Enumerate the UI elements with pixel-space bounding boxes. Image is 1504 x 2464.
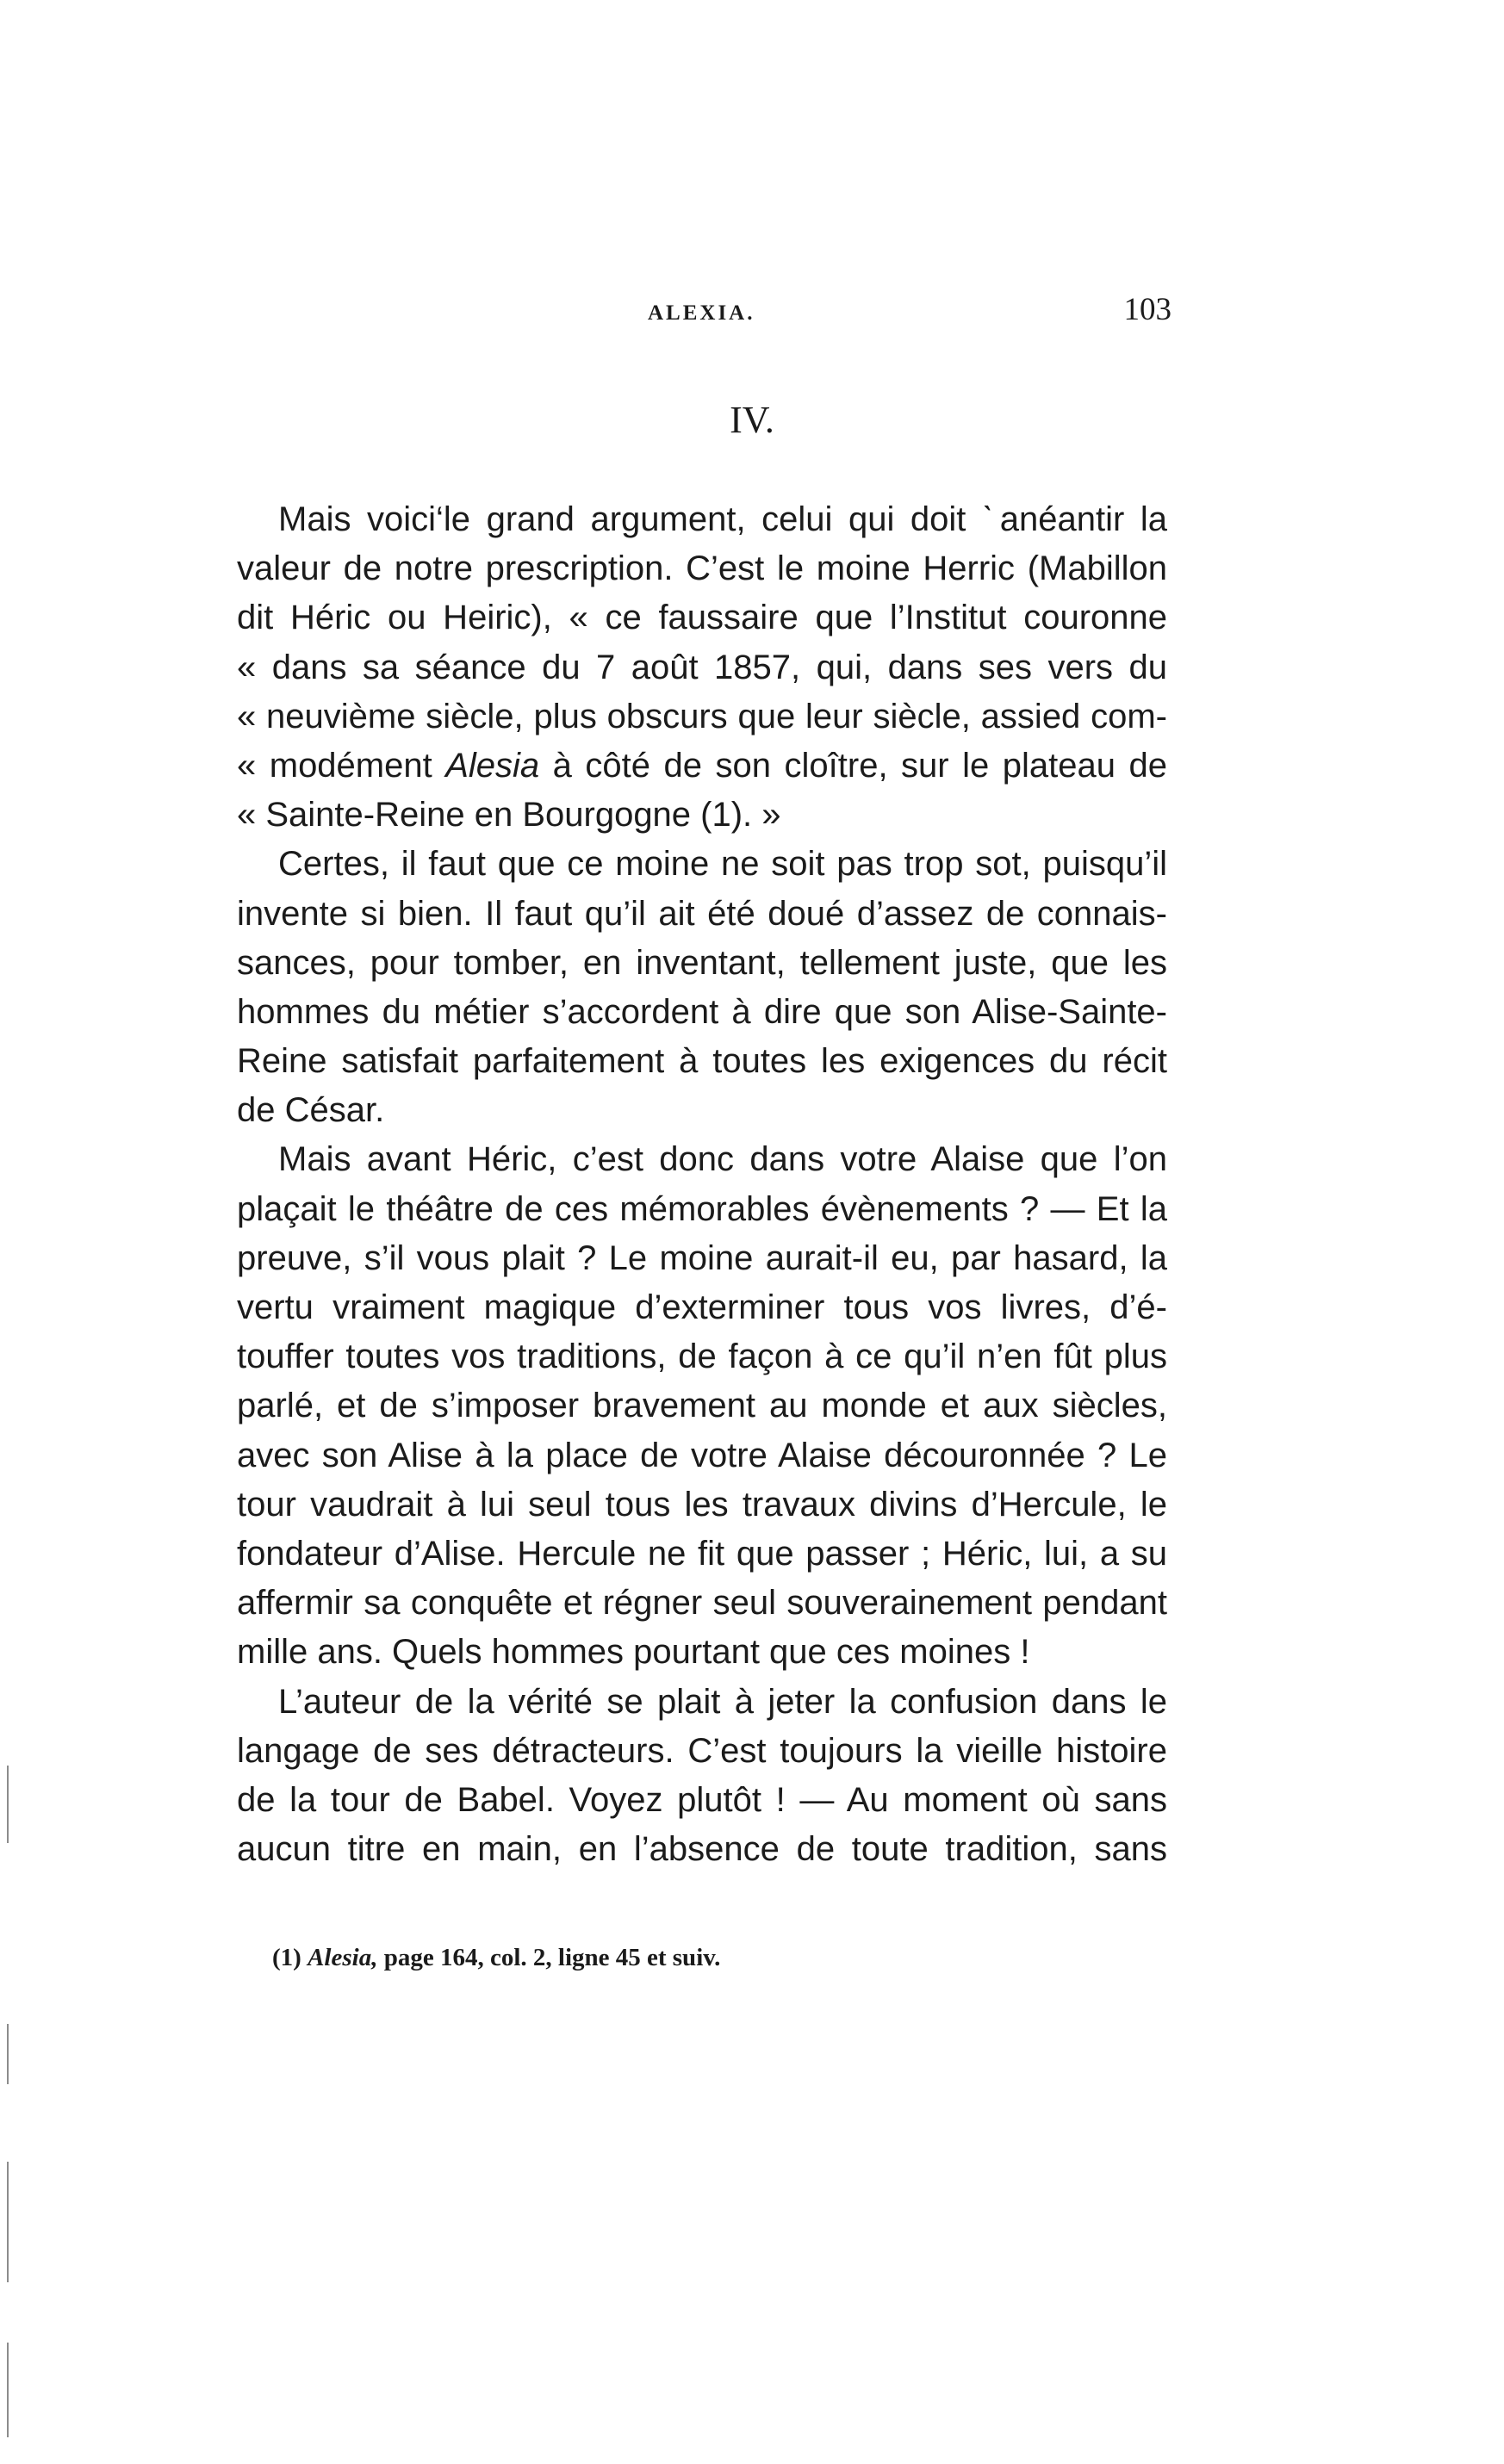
footnote-reference: page 164, col. 2, ligne 45 et suiv. (383, 1944, 721, 1971)
text-line: mille ans. Quels hommes pourtant que ces moines ! (237, 1633, 1030, 1672)
paragraph-4 (237, 1678, 1167, 1875)
text-line: touffer toutes vos traditions, de façon à ce qu’il n’en fût plus (237, 1338, 1167, 1376)
italic-word: Alesia (445, 746, 540, 785)
scan-artifact (7, 2162, 9, 2282)
paragraph-1 (237, 495, 1167, 840)
text-line: affermir sa conquête et régner seul souverainement pendant (237, 1584, 1167, 1623)
text-line: hommes du métier s’accordent à dire que son Alise-Sainte- (237, 992, 1167, 1031)
text-line: de César. (237, 1091, 385, 1130)
text-line: valeur de notre prescription. C’est le moine Herric (Mabillon (237, 549, 1167, 588)
text-line: parlé, et de s’imposer bravement au monde et aux siècles, (237, 1387, 1167, 1425)
text-line: tour vaudrait à lui seul tous les travaux divins d’Hercule, le (237, 1485, 1167, 1524)
text-line: plaçait le théâtre de ces mémorables évènements ? — Et la (237, 1189, 1167, 1228)
paragraph-3 (237, 1135, 1167, 1677)
scan-artifact (7, 2343, 9, 2437)
text-line: Reine satisfait parfaitement à toutes les exigences du récit (237, 1042, 1167, 1081)
text-line: fondateur d’Alise. Hercule ne fit que passer ; Héric, lui, a su (237, 1534, 1167, 1573)
text-line: preuve, s’il vous plait ? Le moine aurait-il eu, par hasard, la (237, 1238, 1167, 1277)
text-line: « modément Alesia à côté de son cloître, sur le plateau de (237, 746, 1167, 785)
text-line: « Sainte-Reine en Bourgogne (1). » (237, 796, 781, 835)
running-title: ALEXIA. (648, 301, 755, 325)
paragraph-2 (237, 840, 1167, 1135)
text-line: sances, pour tomber, en inventant, tellement juste, que les (237, 943, 1167, 982)
text-line: de la tour de Babel. Voyez plutôt ! — Au moment où sans (237, 1780, 1167, 1819)
text-line: aucun titre en main, en l’absence de toute tradition, sans (237, 1830, 1167, 1869)
text-line: dit Héric ou Heiric), « ce faussaire que l’Institut couronne (237, 599, 1167, 637)
text-line: « dans sa séance du 7 août 1857, qui, dans ses vers du (237, 648, 1167, 686)
scan-artifact (7, 2024, 9, 2084)
text-line: Certes, il faut que ce moine ne soit pas trop sot, puisqu’il (278, 845, 1167, 884)
text-line: avec son Alise à la place de votre Alaise découronnée ? Le (237, 1436, 1167, 1474)
body-text (237, 495, 1167, 1874)
text-line: Mais avant Héric, c’est donc dans votre Alaise que l’on (278, 1140, 1167, 1179)
text-line: L’auteur de la vérité se plait à jeter la confusion dans le (278, 1682, 1167, 1721)
section-heading: IV. (730, 399, 774, 441)
text-line: invente si bien. Il faut qu’il ait été doué d’assez de connais- (237, 894, 1167, 933)
text-line: Mais voici‘le grand argument, celui qui doit ˋanéantir la (278, 500, 1167, 538)
text-line: langage de ses détracteurs. C’est toujours la vieille histoire (237, 1731, 1167, 1770)
footnote-source: Alesia, (308, 1944, 378, 1971)
page-number: 103 (1123, 292, 1172, 327)
footnote-marker: (1) (272, 1944, 301, 1971)
footnote (272, 1944, 720, 1972)
scan-artifact (7, 1766, 9, 1843)
text-line: « neuvième siècle, plus obscurs que leur siècle, assied com- (237, 697, 1167, 735)
running-head (233, 291, 1172, 334)
text-line: vertu vraiment magique d’exterminer tous vos livres, d’é- (237, 1288, 1167, 1326)
